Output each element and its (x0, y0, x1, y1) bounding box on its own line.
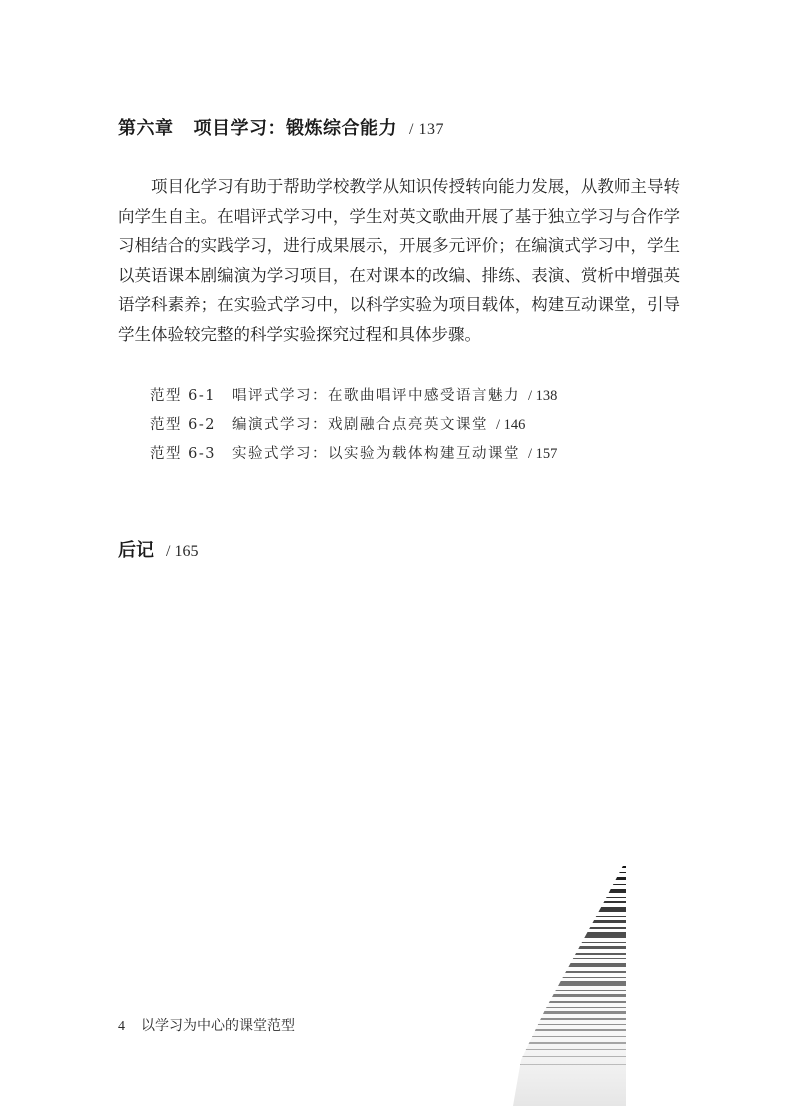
toc-entry-code: 范型 6-3 (150, 446, 216, 462)
toc-entry[interactable] (150, 411, 557, 440)
chapter-number: 第六章 (118, 118, 174, 139)
chapter-heading (118, 114, 444, 140)
chapter-page-ref: / 137 (409, 121, 444, 138)
toc-entry-page: / 138 (528, 388, 558, 404)
toc-list (150, 382, 557, 469)
toc-entry-page: / 157 (528, 446, 558, 462)
toc-entry-code: 范型 6-1 (150, 388, 216, 404)
footer-book-title: 以学习为中心的课堂范型 (141, 1018, 295, 1034)
footer-page-number: 4 (118, 1019, 125, 1034)
toc-entry-page: / 146 (496, 417, 526, 433)
decorative-barcode-graphic (505, 860, 635, 1106)
toc-entry-title: 唱评式学习：在歌曲唱评中感受语言魅力 (232, 388, 520, 404)
toc-entry[interactable] (150, 440, 557, 469)
page-footer (118, 1015, 295, 1035)
chapter-intro-paragraph: 项目化学习有助于帮助学校教学从知识传授转向能力发展，从教师主导转向学生自主。在唱评式学习中，学生对英文歌曲开展了基于独立学习与合作学习相结合的实践学习，进行成果展示，开展多元评价；在编演式学习中，学生以英语课本剧编演为学习项目，在对课本的改编、排练、表演、赏析中增强英语学科素养；在实验式学习中，以科学实验为项目载体，构建互动课堂，引导学生体验较完整的科学实验探究过程和具体步骤。 (118, 177, 680, 344)
afterword-title: 后记 (118, 540, 154, 561)
toc-entry-title: 编演式学习：戏剧融合点亮英文课堂 (232, 417, 488, 433)
afterword-page-ref: / 165 (166, 543, 199, 560)
toc-entry-title: 实验式学习：以实验为载体构建互动课堂 (232, 446, 520, 462)
afterword-heading[interactable] (118, 536, 198, 562)
toc-entry-code: 范型 6-2 (150, 417, 216, 433)
chapter-title: 项目学习：锻炼综合能力 (193, 118, 397, 139)
toc-entry[interactable] (150, 382, 557, 411)
